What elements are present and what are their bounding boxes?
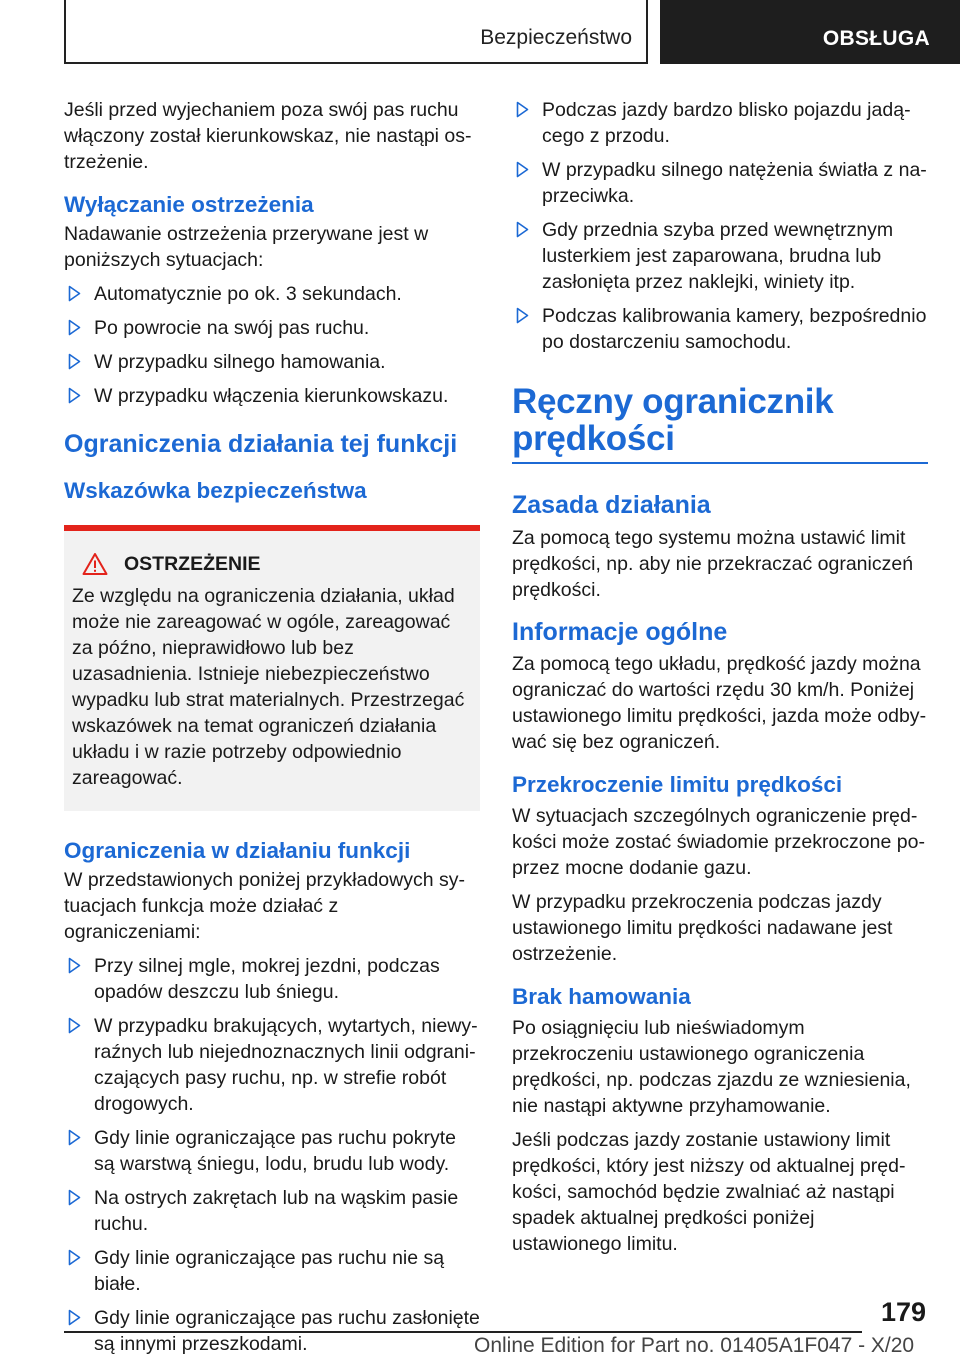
bullet-triangle-icon xyxy=(68,319,81,336)
heading-ograniczenia-w-dzialaniu: Ograniczenia w działaniu funkcji xyxy=(64,838,411,863)
list-item-text: Automatycznie po ok. 3 sekundach. xyxy=(94,283,402,305)
paragraph-ograniczenia-w-dzialaniu: W przedstawionych poniżej przykładowych sytuacjach funkcja może działać z ograniczeniami: xyxy=(64,869,465,943)
bullet-list-wylaczanie xyxy=(64,281,480,409)
bullet-list-ograniczenia xyxy=(64,953,480,1357)
list-item xyxy=(64,315,480,341)
header-section-box xyxy=(64,0,648,64)
footer-rule xyxy=(64,1331,862,1333)
list-item xyxy=(64,383,480,409)
heading-ograniczenia-dzialania: Ograniczenia działania tej funkcji xyxy=(64,430,458,458)
bullet-triangle-icon xyxy=(516,307,529,324)
warning-header xyxy=(72,549,472,579)
heading-zasada: Zasada działania xyxy=(512,491,711,519)
list-item-text: Gdy linie ograniczające pas ruchu pokryte są warstwą śniegu, lodu, brudu lub wody. xyxy=(94,1127,457,1175)
heading-wskazowka: Wskazówka bezpieczeństwa xyxy=(64,478,367,503)
bullet-triangle-icon xyxy=(516,221,529,238)
list-item-text: Gdy przednia szyba przed wewnętrznym lusterkiem jest zaparowana, brudna lub zasłonięta przez naklejki, winiety itp. xyxy=(542,219,894,293)
chapter-heading-line1: Ręczny ogranicznik xyxy=(512,382,834,421)
paragraph-zasada: Za pomocą tego systemu można ustawić limit prędkości, np. aby nie przekraczać ograniczeń prędkości. xyxy=(512,527,914,601)
list-item-text: W przypadku silnego natężenia światła z naprzeciwka. xyxy=(542,159,927,207)
list-item xyxy=(64,281,480,307)
list-item xyxy=(64,349,480,375)
warning-triangle-icon xyxy=(82,552,108,576)
list-item xyxy=(512,97,928,149)
list-item xyxy=(512,303,928,355)
bullet-triangle-icon xyxy=(516,161,529,178)
chapter-heading-line2: prędkości xyxy=(512,419,675,458)
bullet-list-ograniczenia-cd xyxy=(512,97,928,355)
list-item-text: Gdy linie ograniczające pas ruchu nie są białe. xyxy=(94,1247,445,1295)
bullet-triangle-icon xyxy=(68,1249,81,1266)
warning-text: Ze względu na ograniczenia działania, układ może nie zareagować w ogóle, zareagować za późno, nieprawidłowo lub bez uzasadnienia. Istnieje niebezpieczeństwo wypadku lub strat materialnych. Przestrzegać wskazówek na temat ograniczeń działania układu i w razie potrzeby odpowiednio zareagować. xyxy=(72,585,465,789)
paragraph-brak-hamowania-1: Po osiągnięciu lub nieświadomym przekroczeniu ustawionego ograniczenia prędkości, np. podczas zjazdu ze wzniesienia, nie nastąpi aktywne przyhamowanie. xyxy=(512,1017,911,1117)
list-item xyxy=(64,1185,480,1237)
heading-wylaczanie: Wyłączanie ostrzeżenia xyxy=(64,192,314,217)
list-item xyxy=(512,157,928,209)
list-item xyxy=(64,953,480,1005)
warning-title: OSTRZEŻENIE xyxy=(124,552,261,575)
heading-przekroczenie: Przekroczenie limitu prędkości xyxy=(512,772,843,797)
warning-box xyxy=(64,525,480,811)
list-item xyxy=(64,1245,480,1297)
bullet-triangle-icon xyxy=(516,101,529,118)
chapter-title: OBSŁUGA xyxy=(822,27,930,50)
list-item-text: Podczas kalibrowania kamery, bezpośrednio po dostarczeniu samochodu. xyxy=(542,305,927,353)
bullet-triangle-icon xyxy=(68,957,81,974)
paragraph-wylaczanie: Nadawanie ostrzeżenia przerywane jest w poniższych sytuacjach: xyxy=(64,223,429,271)
list-item xyxy=(64,1013,480,1117)
paragraph-przekroczenie-1: W sytuacjach szczególnych ograniczenie prędkości może zostać świadomie przekroczone poprzez mocne dodanie gazu. xyxy=(512,805,925,879)
list-item-text: Podczas jazdy bardzo blisko pojazdu jadącego z przodu. xyxy=(542,99,911,147)
list-item-text: Gdy linie ograniczające pas ruchu zasłonięte są innymi przeszkodami. xyxy=(94,1307,480,1355)
list-item xyxy=(512,217,928,295)
bullet-triangle-icon xyxy=(68,1189,81,1206)
edition-text: Online Edition for Part no. 01405A1F047 - X/20 xyxy=(474,1334,915,1357)
bullet-triangle-icon xyxy=(68,1309,81,1326)
paragraph-brak-hamowania-2: Jeśli podczas jazdy zostanie ustawiony limit prędkości, który jest niższy od aktualnej prędkości, samochód będzie zwalniać aż nastąpi spadek aktualnej prędkości poniżej ustawionego limitu. xyxy=(512,1129,906,1255)
chapter-heading xyxy=(512,383,928,464)
intro-paragraph: Jeśli przed wyjechaniem poza swój pas ruchu włączony został kierunkowskaz, nie nastąpi ostrzeżenie. xyxy=(64,99,472,173)
bullet-triangle-icon xyxy=(68,1129,81,1146)
list-item-text: Przy silnej mgle, mokrej jezdni, podczas opadów deszczu lub śniegu. xyxy=(94,955,440,1003)
page-number: 179 xyxy=(880,1297,926,1327)
bullet-triangle-icon xyxy=(68,387,81,404)
heading-informacje: Informacje ogólne xyxy=(512,618,728,646)
paragraph-informacje: Za pomocą tego układu, prędkość jazdy można ograniczać do wartości rzędu 30 km/h. Poniżej ustawionego limitu prędkości, jazda może odbywać się bez ograniczeń. xyxy=(512,653,927,753)
list-item-text: W przypadku silnego hamowania. xyxy=(94,351,386,373)
list-item xyxy=(64,1125,480,1177)
right-column xyxy=(512,97,928,1257)
paragraph-przekroczenie-2: W przypadku przekroczenia podczas jazdy ustawionego limitu prędkości nadawane jest ostrzeżenie. xyxy=(512,891,893,965)
list-item-text: W przypadku włączenia kierunkowskazu. xyxy=(94,385,449,407)
left-column xyxy=(64,97,480,1357)
heading-brak-hamowania: Brak hamowania xyxy=(512,984,691,1009)
header-chapter-tab xyxy=(660,0,960,64)
list-item-text: Po powrocie na swój pas ruchu. xyxy=(94,317,370,339)
bullet-triangle-icon xyxy=(68,1017,81,1034)
section-title: Bezpieczeństwo xyxy=(480,26,632,49)
list-item-text: W przypadku brakujących, wytartych, niewyraźnych lub niejednoznacznych linii odgraniczających pasy ruchu, np. w strefie robót drogowych. xyxy=(94,1015,478,1115)
bullet-triangle-icon xyxy=(68,353,81,370)
list-item-text: Na ostrych zakrętach lub na wąskim pasie ruchu. xyxy=(94,1187,459,1235)
bullet-triangle-icon xyxy=(68,285,81,302)
